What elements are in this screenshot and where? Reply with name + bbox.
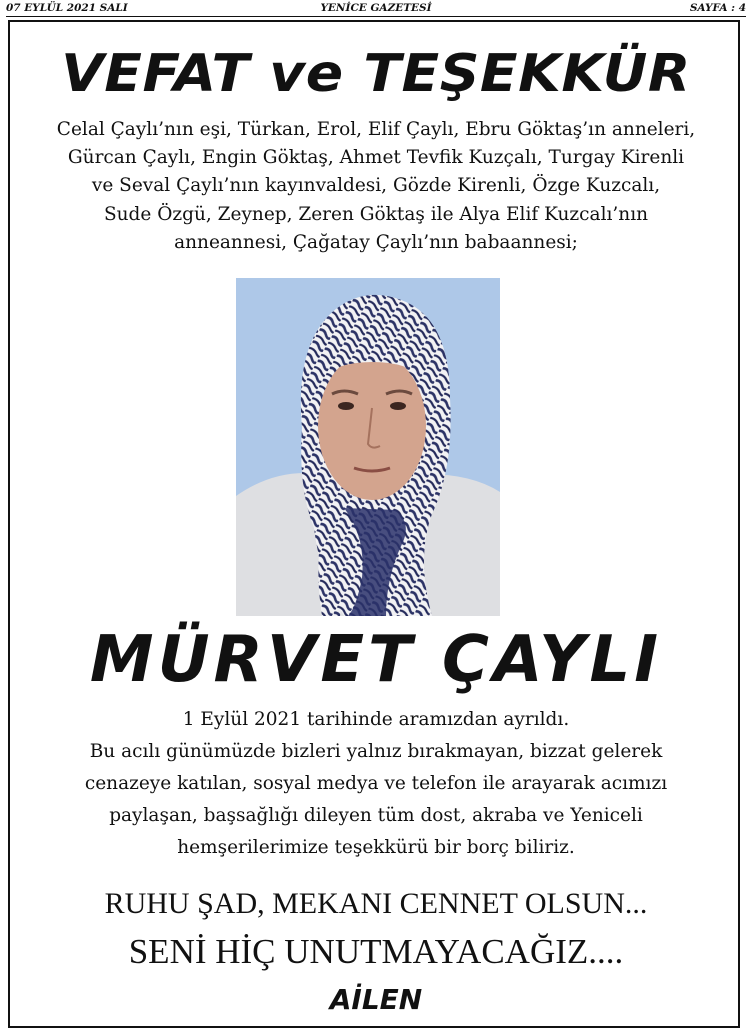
message-line: Bu acılı günümüzde bizleri yalnız bırakmayan, bizzat gelerek <box>89 741 663 762</box>
message-line: paylaşan, başsağlığı dileyen tüm dost, akraba ve Yeniceli <box>109 805 643 826</box>
family-line: ve Seval Çaylı’nın kayınvaldesi, Gözde Kirenli, Özge Kuzcalı, <box>91 175 661 197</box>
thank-you-message <box>30 704 722 864</box>
issue-date: 07 EYLÜL 2021 SALI <box>6 2 128 14</box>
family-line: Gürcan Çaylı, Engin Göktaş, Ahmet Tevfik Kuzçalı, Turgay Kirenli <box>67 147 685 169</box>
family-list <box>20 116 732 257</box>
page-header <box>6 0 746 17</box>
prayer-line: RUHU ŞAD, MEKANI CENNET OLSUN... <box>104 887 648 920</box>
family-line: Sude Özgü, Zeynep, Zeren Göktaş ile Alya Elif Kuzcalı’nın <box>103 203 649 225</box>
message-line: cenazeye katılan, sosyal medya ve telefon ile arayarak acımızı <box>84 773 668 794</box>
portrait-photo <box>236 278 500 616</box>
message-line: hemşerilerimize teşekkürü bir borç biliriz. <box>177 837 575 858</box>
newspaper-name: YENİCE GAZETESİ <box>320 2 432 14</box>
signature: AİLEN <box>329 983 423 1016</box>
promise-line: SENİ HİÇ UNUTMAYACAĞIZ.... <box>128 932 624 971</box>
family-line: anneannesi, Çağatay Çaylı’nın babaannesi; <box>174 231 578 253</box>
family-line: Celal Çaylı’nın eşi, Türkan, Erol, Elif Çaylı, Ebru Göktaş’ın anneleri, <box>56 119 696 140</box>
notice-title: VEFAT ve TEŞEKKÜR <box>61 44 691 104</box>
deceased-name: MÜRVET ÇAYLI <box>89 623 663 697</box>
message-line: 1 Eylül 2021 tarihinde aramızdan ayrıldı. <box>182 709 570 730</box>
page-number: SAYFA : 4 <box>689 2 746 14</box>
